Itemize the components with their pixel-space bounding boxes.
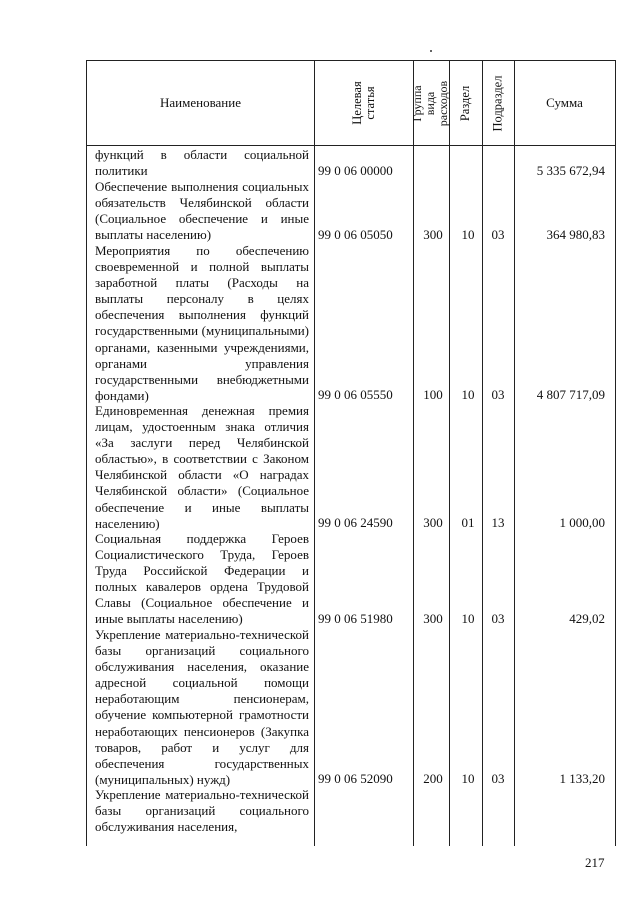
header-subsection: Подраздел bbox=[490, 75, 505, 131]
row-target: 99 0 06 00000 bbox=[318, 163, 393, 178]
row-subsection: 13 bbox=[491, 515, 505, 530]
row-sum: 5 335 672,94 bbox=[536, 163, 605, 178]
row-target: 99 0 06 51980 bbox=[318, 611, 393, 626]
row-sum: 4 807 717,09 bbox=[536, 387, 605, 402]
row-name: Мероприятия по обеспечению своевременной и полной выплаты заработной платы (Расходы на выплаты персоналу в целях обеспечения выполнения функций государственными (муниципальными) органами, казенными учреждениями, органами управления государственными внебюджетными фондами) bbox=[95, 243, 309, 403]
col-divider bbox=[314, 61, 315, 846]
row-section: 10 bbox=[461, 387, 475, 402]
row-target: 99 0 06 05050 bbox=[318, 227, 393, 242]
row-group: 300 bbox=[423, 515, 443, 530]
col-divider bbox=[449, 61, 450, 846]
row-subsection: 03 bbox=[491, 227, 505, 242]
header-name: Наименование bbox=[160, 95, 241, 110]
row-name: Единовременная денежная премия лицам, удостоенным знака отличия «За заслуги перед Челябинской областью», в соответствии с Законом Челябинской области «О наградах Челябинской области» (Социальное обеспечение и иные выплаты населению) bbox=[95, 403, 309, 531]
row-group: 200 bbox=[423, 771, 443, 786]
row-group: 300 bbox=[423, 227, 443, 242]
row-section: 10 bbox=[461, 227, 475, 242]
budget-table bbox=[86, 60, 616, 846]
row-section: 10 bbox=[461, 771, 475, 786]
row-section: 01 bbox=[461, 515, 475, 530]
row-section: 10 bbox=[461, 611, 475, 626]
header-target: Целевая статья bbox=[349, 81, 377, 125]
row-name: Обеспечение выполнения социальных обязательств Челябинской области (Социальное обеспечение и иные выплаты населению) bbox=[95, 179, 309, 243]
scan-speck bbox=[430, 50, 432, 52]
row-group: 100 bbox=[423, 387, 443, 402]
header-divider bbox=[87, 145, 615, 146]
row-name: Социальная поддержка Героев Социалистического Труда, Героев Труда Российской Федерации и полных кавалеров ордена Трудовой Славы (Социальное обеспечение и иные выплаты населению) bbox=[95, 531, 309, 627]
row-group: 300 bbox=[423, 611, 443, 626]
row-target: 99 0 06 05550 bbox=[318, 387, 393, 402]
row-name: функций в области социальной политики bbox=[95, 147, 309, 179]
row-sum: 429,02 bbox=[569, 611, 605, 626]
row-sum: 364 980,83 bbox=[546, 227, 605, 242]
row-target: 99 0 06 52090 bbox=[318, 771, 393, 786]
header-section: Раздел bbox=[458, 85, 473, 121]
col-divider bbox=[514, 61, 515, 846]
row-sum: 1 000,00 bbox=[559, 515, 605, 530]
row-sum: 1 133,20 bbox=[559, 771, 605, 786]
col-divider bbox=[413, 61, 414, 846]
header-group: Группа вида расходов bbox=[410, 80, 451, 126]
page-number: 217 bbox=[585, 855, 605, 870]
col-divider bbox=[482, 61, 483, 846]
row-target: 99 0 06 24590 bbox=[318, 515, 393, 530]
header-sum: Сумма bbox=[546, 95, 583, 110]
row-subsection: 03 bbox=[491, 611, 505, 626]
row-name: Укрепление материально-технической базы организаций социального обслуживания населения, оказание адресной социальной помощи неработающим пенсионерам, обучение компьютерной грамотности неработающих пенсионеров (Закупка товаров, работ и услуг для обеспечения государственных (муниципальных) нужд) bbox=[95, 627, 309, 787]
row-subsection: 03 bbox=[491, 771, 505, 786]
row-subsection: 03 bbox=[491, 387, 505, 402]
row-name: Укрепление материально-технической базы организаций социального обслуживания населения, bbox=[95, 787, 309, 835]
